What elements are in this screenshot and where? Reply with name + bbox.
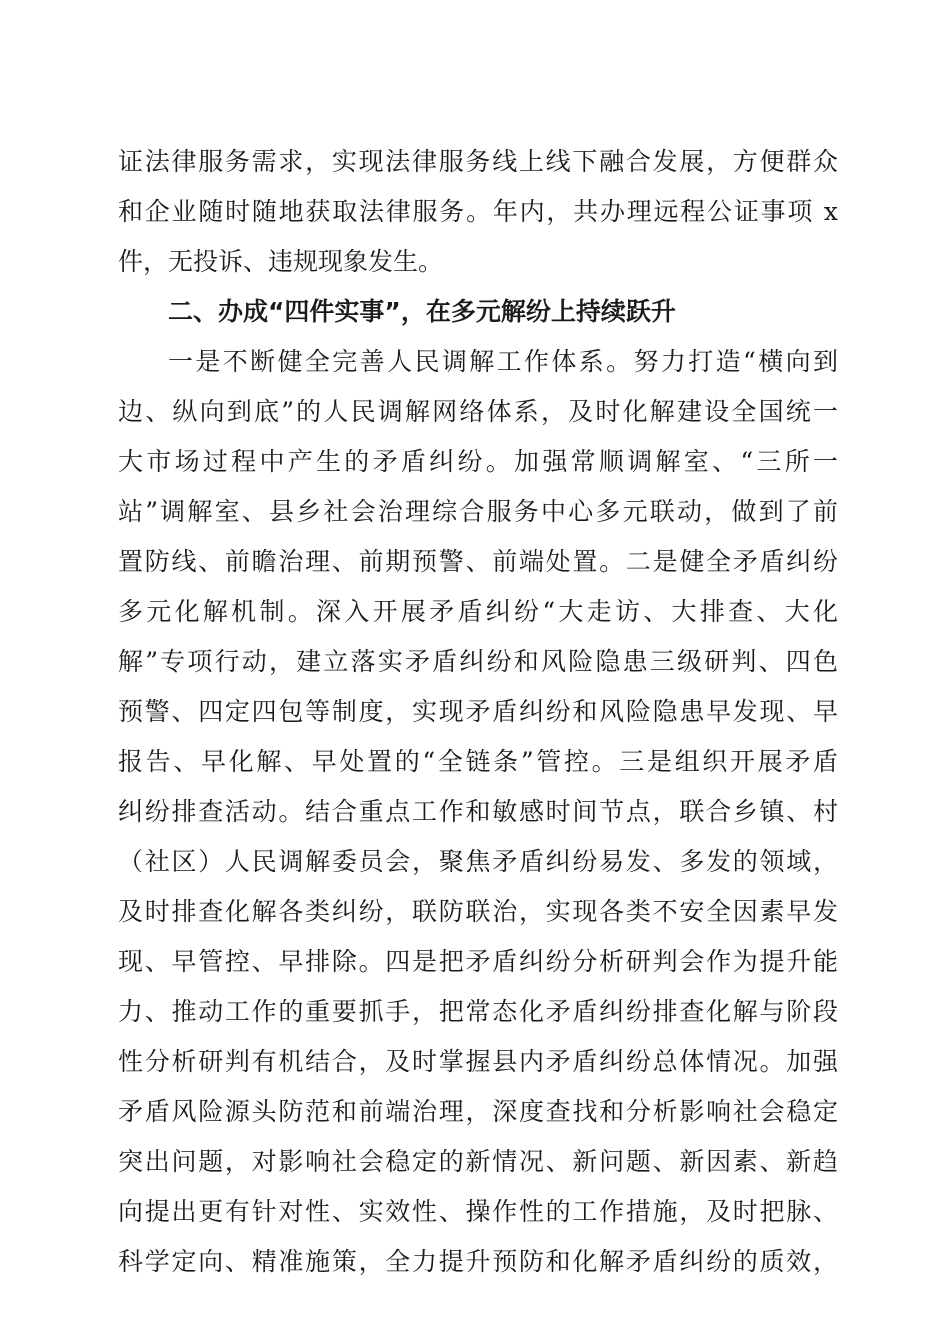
text-line: 证法律服务需求，实现法律服务线上线下融合发展，方便群众 — [118, 147, 838, 176]
text-line: 性分析研判有机结合，及时掌握县内矛盾纠纷总体情况。加强 — [118, 1047, 838, 1076]
text-line: 现、早管控、早排除。四是把矛盾纠纷分析研判会作为提升能 — [118, 947, 838, 976]
text-line: 科学定向、精准施策，全力提升预防和化解矛盾纠纷的质效， — [118, 1247, 838, 1276]
text-line: 报告、早化解、早处置的“全链条”管控。三是组织开展矛盾 — [118, 747, 838, 776]
text-line: 大市场过程中产生的矛盾纠纷。加强常顺调解室、“三所一 — [118, 447, 838, 476]
text-line: 预警、四定四包等制度，实现矛盾纠纷和风险隐患早发现、早 — [118, 697, 838, 726]
text-line: 解”专项行动，建立落实矛盾纠纷和风险隐患三级研判、四色 — [118, 647, 838, 676]
text-line: 力、推动工作的重要抓手，把常态化矛盾纠纷排查化解与阶段 — [118, 997, 838, 1026]
text-line: 一是不断健全完善人民调解工作体系。努力打造“横向到 — [168, 347, 838, 376]
text-line: 及时排查化解各类纠纷，联防联治，实现各类不安全因素早发 — [118, 897, 838, 926]
text-line: 突出问题，对影响社会稳定的新情况、新问题、新因素、新趋 — [118, 1147, 838, 1176]
text-line: 向提出更有针对性、实效性、操作性的工作措施，及时把脉、 — [118, 1197, 838, 1226]
text-line: 纠纷排查活动。结合重点工作和敏感时间节点，联合乡镇、村 — [118, 797, 838, 826]
text-line: 多元化解机制。深入开展矛盾纠纷“大走访、大排查、大化 — [118, 597, 838, 626]
text-line: 矛盾风险源头防范和前端治理，深度查找和分析影响社会稳定 — [118, 1097, 838, 1126]
text-line: 边、纵向到底”的人民调解网络体系，及时化解建设全国统一 — [118, 397, 838, 426]
text-line: 件，无投诉、违规现象发生。 — [118, 247, 444, 276]
text-line: 置防线、前瞻治理、前期预警、前端处置。二是健全矛盾纠纷 — [118, 547, 838, 576]
text-line: 和企业随时随地获取法律服务。年内，共办理远程公证事项 x — [118, 197, 838, 226]
text-line: （社区）人民调解委员会，聚焦矛盾纠纷易发、多发的领域， — [118, 847, 838, 876]
section-heading: 二、办成“四件实事”，在多元解纷上持续跃升 — [168, 297, 676, 326]
text-line: 站”调解室、县乡社会治理综合服务中心多元联动，做到了前 — [118, 497, 838, 526]
